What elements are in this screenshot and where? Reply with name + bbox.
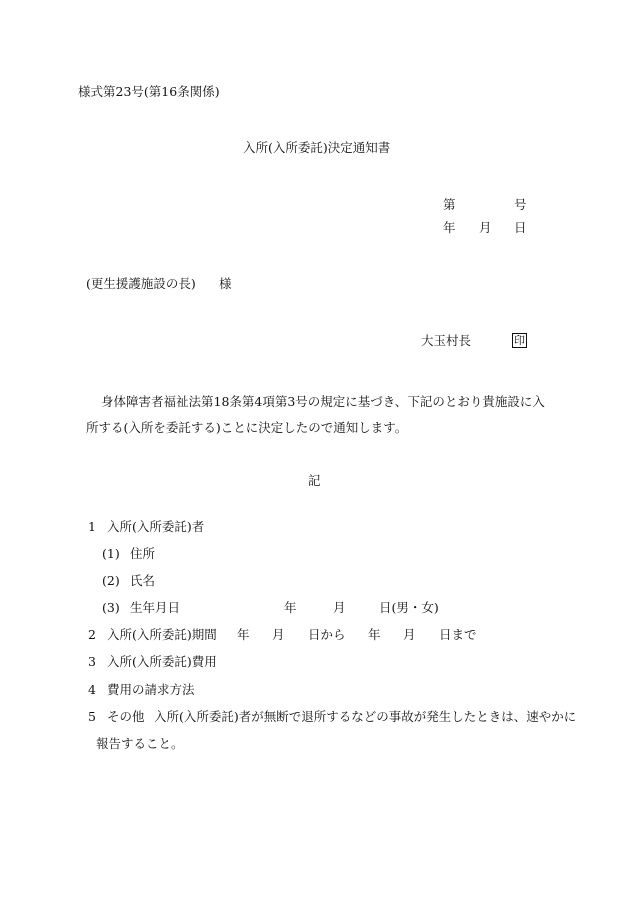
sub1-num: (1) [102,546,120,561]
sub3-label: 生年月日 [130,600,181,615]
item3-label: 入所(入所委託)費用 [107,654,217,669]
item4-label: 費用の請求方法 [107,682,195,697]
body-paragraph [86,389,554,441]
ki-heading: 記 [308,473,321,488]
item2-from-day: 日から [308,627,346,642]
item2-to-year: 年 [368,627,381,642]
item2-to-day: 日まで [439,627,477,642]
addressee-name: (更生援護施設の長) [86,276,196,291]
item5-text: 入所(入所委託)者が無断で退所するなどの事故が発生したときは、速やかに [154,709,577,724]
body-text: 身体障害者福祉法第18条第4項第3号の規定に基づき、下記のとおり貴施設に入所する(入所を委託する)ことに決定したので通知します。 [86,394,545,435]
date-month: 月 [479,220,492,235]
item4-num: 4 [88,682,96,697]
sub2-num: (2) [102,573,120,588]
issuer-title: 大玉村長 [421,333,472,348]
date-day: 日 [514,220,527,235]
item2-num: 2 [88,627,96,642]
sub3-num: (3) [102,600,120,615]
sub3-day-gender: 日(男・女) [379,600,439,615]
item5-num: 5 [88,709,96,724]
item5-text-cont: 報告すること。 [96,736,184,751]
item2-from-year: 年 [237,627,250,642]
form-number: 様式第23号(第16条関係) [78,84,220,99]
sub1-label: 住所 [130,546,156,561]
sub2-label: 氏名 [130,573,156,588]
item2-to-month: 月 [403,627,416,642]
sub3-month: 月 [333,600,346,615]
doc-number-dai: 第 [443,197,456,212]
item2-label: 入所(入所委託)期間 [107,627,217,642]
page-title: 入所(入所委託)決定通知書 [243,140,391,155]
issuer-seal-wrap [512,332,527,348]
item2-from-month: 月 [272,627,285,642]
date-year: 年 [443,220,456,235]
item1-label: 入所(入所委託)者 [107,519,205,534]
sub3-year: 年 [284,600,297,615]
addressee-honorific: 様 [219,276,232,291]
doc-number-go: 号 [514,197,527,212]
item1-num: 1 [88,519,96,534]
seal-stamp: 印 [514,334,525,347]
item3-num: 3 [88,654,96,669]
item5-label: その他 [107,709,145,724]
